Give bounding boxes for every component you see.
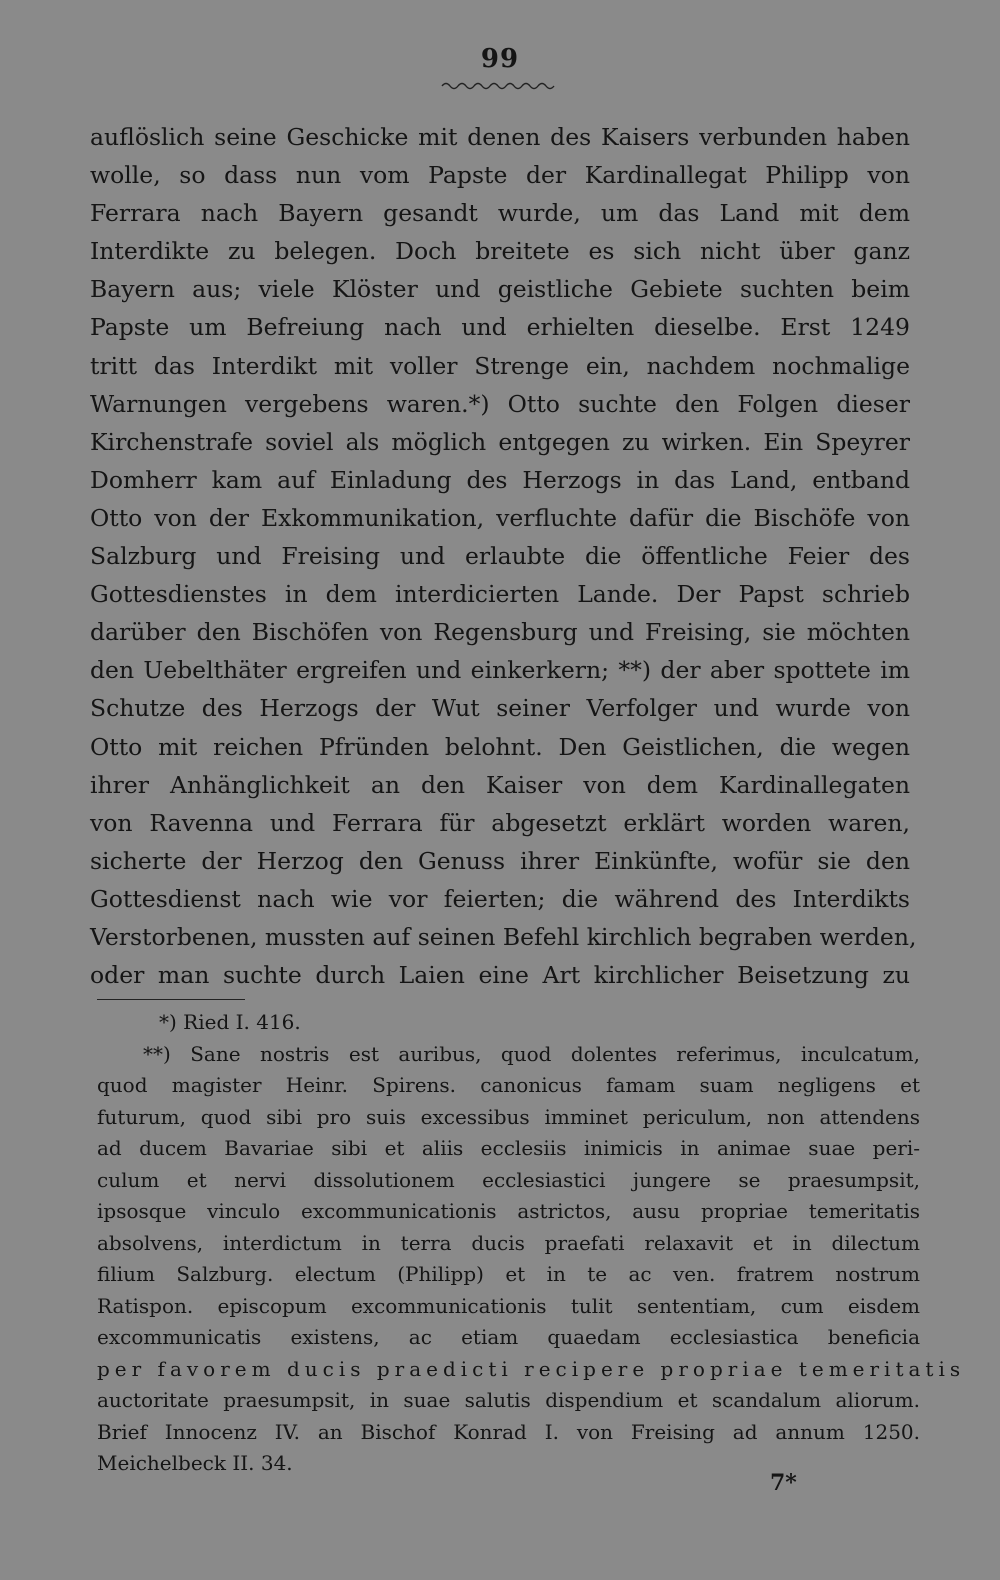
footnote-line: futurum, quod sibi pro suis excessibus imminet periculum, non attendens <box>97 1104 920 1129</box>
main-line: Verstorbenen, mussten auf seinen Befehl kirchlich begraben werden, <box>90 922 917 951</box>
main-line: Gottesdienstes in dem interdicierten Lande. Der Papst schrieb <box>90 580 910 609</box>
main-line: Otto mit reichen Pfründen belohnt. Den Geistlichen, die wegen <box>90 732 910 761</box>
footnote-line: culum et nervi dissolutionem ecclesiastici jungere se praesumpsit, <box>97 1167 920 1192</box>
signature-mark: 7* <box>770 1470 797 1496</box>
main-text <box>90 118 917 994</box>
main-line: tritt das Interdikt mit voller Strenge ein, nachdem nochmalige <box>90 351 910 380</box>
main-line: oder man suchte durch Laien eine Art kirchlicher Beisetzung zu <box>90 961 910 990</box>
main-line: Interdikte zu belegen. Doch breitete es sich nicht über ganz <box>90 237 910 266</box>
main-line: sicherte der Herzog den Genuss ihrer Einkünfte, wofür sie den <box>90 846 910 875</box>
footnote-line: auctoritate praesumpsit, in suae salutis dispendium et scandalum aliorum. <box>97 1388 920 1412</box>
main-line: Domherr kam auf Einladung des Herzogs in das Land, entband <box>90 465 910 494</box>
footnote-line: **) Sane nostris est auribus, quod dolentes referimus, inculcatum, <box>143 1041 920 1066</box>
footnote-line: Ratispon. episcopum excommunicationis tulit sententiam, cum eisdem <box>97 1293 920 1318</box>
footnote-line: quod magister Heinr. Spirens. canonicus famam suam negligens et <box>97 1073 920 1097</box>
main-line: von Ravenna und Ferrara für abgesetzt erklärt worden waren, <box>90 808 910 837</box>
footnote-line: excommunicatis existens, ac etiam quaedam ecclesiastica beneficia <box>97 1325 920 1349</box>
page-number: 99 <box>480 44 520 74</box>
main-line: Salzburg und Freising und erlaubte die öffentliche Feier des <box>90 542 910 571</box>
footnotes <box>97 1007 966 1480</box>
footnote-ried: *) Ried I. 416. <box>159 1010 301 1034</box>
main-line: Kirchenstrafe soviel als möglich entgegen zu wirken. Ein Speyrer <box>90 427 910 456</box>
main-line: den Uebelthäter ergreifen und einkerkern; **) der aber spottete im <box>90 656 910 685</box>
footnote-line: ad ducem Bavariae sibi et aliis ecclesiis inimicis in animae suae peri- <box>97 1136 920 1160</box>
footnote-line: filium Salzburg. electum (Philipp) et in te ac ven. fratrem nostrum <box>97 1262 920 1286</box>
main-line: Papste um Befreiung nach und erhielten dieselbe. Erst 1249 <box>90 313 910 342</box>
main-line: Warnungen vergebens waren.*) Otto suchte den Folgen dieser <box>90 389 910 418</box>
main-line: Otto von der Exkommunikation, verfluchte dafür die Bischöfe von <box>90 503 910 532</box>
main-line: Schutze des Herzogs der Wut seiner Verfolger und wurde von <box>90 694 910 723</box>
main-line: wolle, so dass nun vom Papste der Kardinallegat Philipp von <box>90 161 910 190</box>
main-line: Gottesdienst nach wie vor feierten; die während des Interdikts <box>90 884 910 913</box>
main-line: ihrer Anhänglichkeit an den Kaiser von dem Kardinallegaten <box>90 770 910 799</box>
footnote-line: Meichelbeck II. 34. <box>97 1451 293 1475</box>
main-line: darüber den Bischöfen von Regensburg und Freising, sie möchten <box>90 618 910 647</box>
ornament-divider <box>440 80 560 90</box>
footnote-line: per favorem ducis praedicti recipere propriae temeritatis <box>97 1356 966 1381</box>
footnote-separator <box>97 999 245 1000</box>
main-line: Ferrara nach Bayern gesandt wurde, um das Land mit dem <box>90 199 910 228</box>
footnote-line: Brief Innocenz IV. an Bischof Konrad I. von Freising ad annum 1250. <box>97 1419 920 1444</box>
footnote-line: absolvens, interdictum in terra ducis praefati relaxavit et in dilectum <box>97 1230 920 1255</box>
footnote-line: ipsosque vinculo excommunicationis astrictos, ausu propriae temeritatis <box>97 1199 920 1223</box>
main-line: auflöslich seine Geschicke mit denen des Kaisers verbunden haben <box>90 123 910 151</box>
main-line: Bayern aus; viele Klöster und geistliche Gebiete suchten beim <box>90 275 910 304</box>
